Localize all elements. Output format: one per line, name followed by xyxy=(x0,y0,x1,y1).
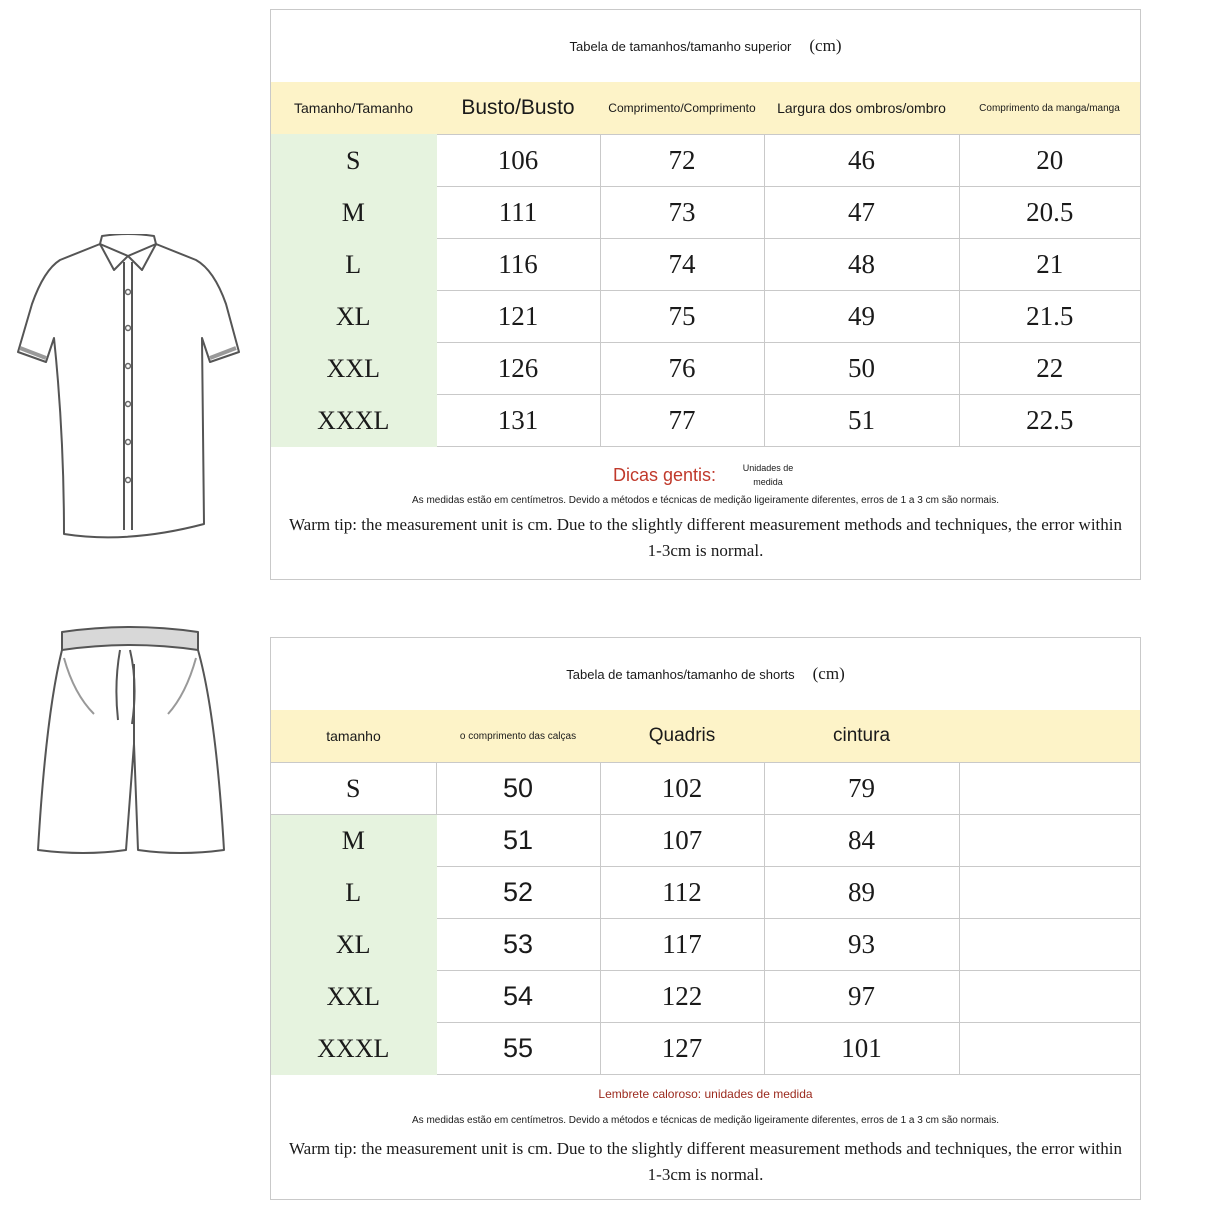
waist-cell: 97 xyxy=(764,971,959,1023)
header-row xyxy=(271,710,1140,763)
header-waist: cintura xyxy=(764,710,959,763)
waist-cell: 79 xyxy=(764,763,959,815)
shorts-icon xyxy=(34,624,228,860)
bust-cell: 116 xyxy=(436,239,600,291)
header-pants-length: o comprimento das calças xyxy=(436,710,600,763)
size-cell: XXL xyxy=(271,971,436,1023)
pants-length-cell: 51 xyxy=(436,815,600,867)
bust-cell: 126 xyxy=(436,343,600,395)
sleeve-cell: 22.5 xyxy=(959,395,1140,447)
tip-english: Warm tip: the measurement unit is cm. Due to the slightly different measurement methods and techniques, the error within 1-3cm is normal. xyxy=(289,515,1122,560)
top-size-chart xyxy=(270,9,1141,580)
bust-cell: 111 xyxy=(436,187,600,239)
shoulder-cell: 48 xyxy=(764,239,959,291)
pants-length-cell: 53 xyxy=(436,919,600,971)
empty-cell xyxy=(959,971,1140,1023)
top-size-table xyxy=(271,82,1140,447)
shoulder-cell: 49 xyxy=(764,291,959,343)
size-cell: XL xyxy=(271,919,436,971)
empty-cell xyxy=(959,815,1140,867)
shoulder-cell: 50 xyxy=(764,343,959,395)
hips-cell: 107 xyxy=(600,815,764,867)
pants-length-cell: 54 xyxy=(436,971,600,1023)
table-row xyxy=(271,815,1140,867)
shoulder-cell: 47 xyxy=(764,187,959,239)
tip-portuguese: As medidas estão em centímetros. Devido a métodos e técnicas de medição ligeiramente diferentes, erros de 1 a 3 cm são normais. xyxy=(412,495,999,506)
size-cell: XXXL xyxy=(271,395,436,447)
tip-unit-note: Unidades de medida xyxy=(742,463,794,487)
size-cell: S xyxy=(271,763,436,815)
length-cell: 75 xyxy=(600,291,764,343)
bust-cell: 121 xyxy=(436,291,600,343)
size-cell: L xyxy=(271,867,436,919)
shorts-size-chart xyxy=(270,637,1141,1200)
top-chart-tips xyxy=(271,447,1140,577)
table-row xyxy=(271,1023,1140,1075)
bust-cell: 106 xyxy=(436,135,600,187)
table-row xyxy=(271,395,1140,447)
pants-length-cell: 52 xyxy=(436,867,600,919)
table-row xyxy=(271,919,1140,971)
header-size: tamanho xyxy=(271,710,436,763)
sleeve-cell: 22 xyxy=(959,343,1140,395)
shorts-size-table xyxy=(271,710,1140,1075)
shorts-chart-title: Tabela de tamanhos/tamanho de shorts (cm) xyxy=(566,664,845,683)
size-cell: XXL xyxy=(271,343,436,395)
shoulder-cell: 46 xyxy=(764,135,959,187)
table-row xyxy=(271,763,1140,815)
shirt-illustration xyxy=(14,234,242,544)
size-cell: M xyxy=(271,187,436,239)
hips-cell: 102 xyxy=(600,763,764,815)
hips-cell: 112 xyxy=(600,867,764,919)
tip-label: Dicas gentis: xyxy=(612,465,717,485)
size-cell: L xyxy=(271,239,436,291)
length-cell: 73 xyxy=(600,187,764,239)
tip-english: Warm tip: the measurement unit is cm. Due to the slightly different measurement methods and techniques, the error within 1-3cm is normal. xyxy=(289,1139,1122,1184)
table-row xyxy=(271,291,1140,343)
table-row xyxy=(271,135,1140,187)
table-row xyxy=(271,343,1140,395)
header-shoulder: Largura dos ombros/ombro xyxy=(764,82,959,135)
unit-label: (cm) xyxy=(809,36,842,55)
header-sleeve: Comprimento da manga/manga xyxy=(959,82,1140,135)
shoulder-cell: 51 xyxy=(764,395,959,447)
header-size: Tamanho/Tamanho xyxy=(271,82,436,135)
header-length: Comprimento/Comprimento xyxy=(600,82,764,135)
waist-cell: 89 xyxy=(764,867,959,919)
table-row xyxy=(271,187,1140,239)
pants-length-cell: 55 xyxy=(436,1023,600,1075)
pants-length-cell: 50 xyxy=(436,763,600,815)
size-cell: M xyxy=(271,815,436,867)
shirt-icon xyxy=(14,234,242,544)
bust-cell: 131 xyxy=(436,395,600,447)
shorts-illustration xyxy=(34,624,228,860)
unit-label: (cm) xyxy=(812,664,845,683)
size-cell: S xyxy=(271,135,436,187)
waist-cell: 101 xyxy=(764,1023,959,1075)
waist-cell: 93 xyxy=(764,919,959,971)
sleeve-cell: 20.5 xyxy=(959,187,1140,239)
empty-cell xyxy=(959,919,1140,971)
table-row xyxy=(271,867,1140,919)
length-cell: 76 xyxy=(600,343,764,395)
tip-portuguese: As medidas estão em centímetros. Devido a métodos e técnicas de medição ligeiramente diferentes, erros de 1 a 3 cm são normais. xyxy=(412,1115,999,1126)
top-chart-title: Tabela de tamanhos/tamanho superior (cm) xyxy=(569,36,842,55)
header-hips: Quadris xyxy=(600,710,764,763)
length-cell: 72 xyxy=(600,135,764,187)
table-row xyxy=(271,239,1140,291)
header-row xyxy=(271,82,1140,135)
hips-cell: 127 xyxy=(600,1023,764,1075)
hips-cell: 122 xyxy=(600,971,764,1023)
length-cell: 74 xyxy=(600,239,764,291)
size-cell: XXXL xyxy=(271,1023,436,1075)
size-cell: XL xyxy=(271,291,436,343)
shorts-chart-tips xyxy=(271,1075,1140,1205)
sleeve-cell: 20 xyxy=(959,135,1140,187)
tip-label: Lembrete caloroso: unidades de medida xyxy=(598,1087,813,1101)
hips-cell: 117 xyxy=(600,919,764,971)
empty-cell xyxy=(959,867,1140,919)
header-empty xyxy=(959,710,1140,763)
empty-cell xyxy=(959,763,1140,815)
sleeve-cell: 21 xyxy=(959,239,1140,291)
table-row xyxy=(271,971,1140,1023)
length-cell: 77 xyxy=(600,395,764,447)
waist-cell: 84 xyxy=(764,815,959,867)
header-bust: Busto/Busto xyxy=(436,82,600,135)
empty-cell xyxy=(959,1023,1140,1075)
sleeve-cell: 21.5 xyxy=(959,291,1140,343)
